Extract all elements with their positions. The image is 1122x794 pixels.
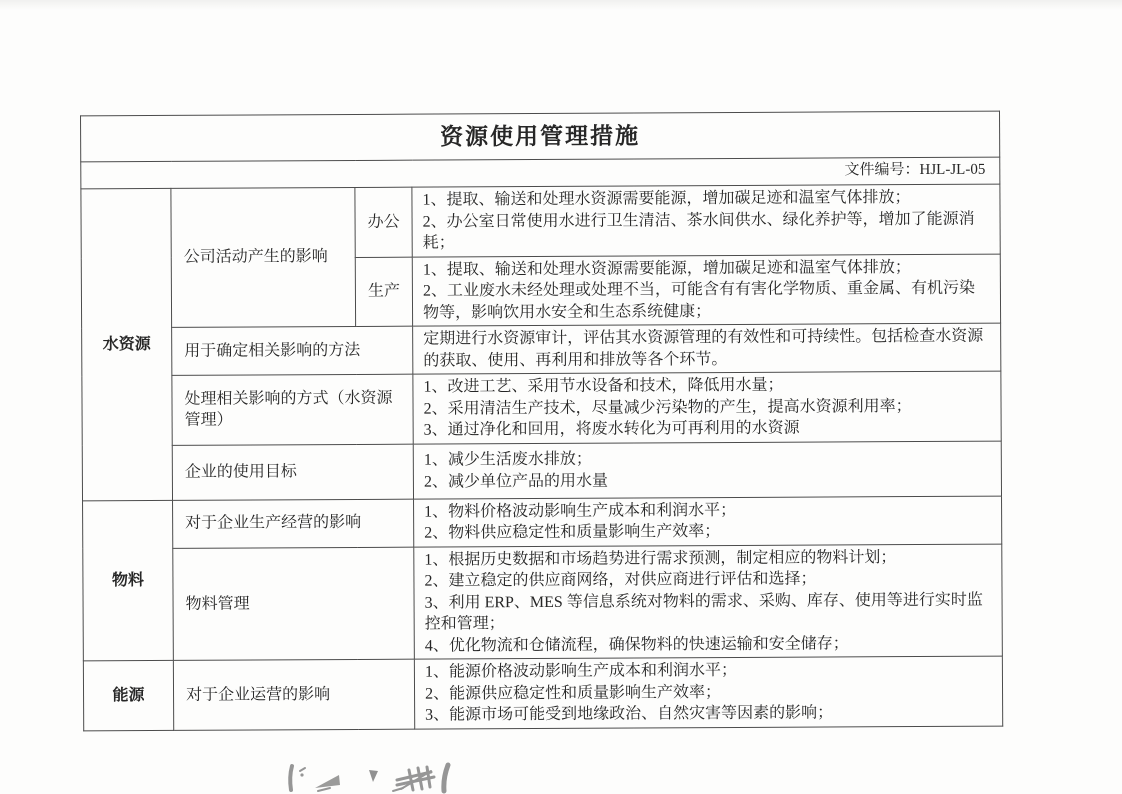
row-label-materials-management: 物料管理 [173, 547, 415, 661]
doc-number: 文件编号：HJL-JL-05 [81, 157, 1000, 189]
content-cell-materials-management [414, 544, 1003, 660]
content-line: 2、减少单位产品的用水量 [423, 472, 608, 491]
document-title: 资源使用管理措施 [81, 111, 1000, 162]
row-label-usage-targets: 企业的使用目标 [172, 444, 413, 500]
row-label-energy-operations-impact: 对于企业运营的影响 [173, 659, 414, 730]
content-line: 2、工业废水未经处理或处理不当，可能含有有害化学物质、重金属、有机污染物等，影响饮用水安全和生态系统健康； [422, 279, 975, 322]
category-materials: 物料 [83, 500, 174, 661]
scanner-edge-shadow [0, 0, 1122, 10]
content-line: 1、物料价格波动影响生产成本和利润水平； [424, 501, 737, 521]
content-line: 1、减少生活废水排放； [423, 450, 592, 469]
content-line: 1、能源价格波动影响生产成本和利润水平； [424, 661, 737, 681]
content-line: 2、采用清洁生产技术，尽量减少污染物的产生，提高水资源利用率； [423, 397, 912, 418]
content-line: 3、利用 ERP、MES 等信息系统对物料的需求、采购、库存、使用等进行实时监控和管理； [424, 591, 983, 633]
content-cell-office-impact [412, 184, 1000, 257]
content-line: 1、提取、输送和处理水资源需要能源，增加碳足迹和温室气体排放； [422, 189, 911, 209]
sub-label-production: 生产 [355, 257, 412, 327]
category-water-resources: 水资源 [81, 188, 173, 500]
document-table [80, 111, 1002, 731]
row-label-company-activity-impact: 公司活动产生的影响 [171, 187, 356, 327]
content-line: 2、物料供应稳定性和质量影响生产效率； [424, 523, 721, 542]
content-line: 1、改进工艺、采用节水设备和技术，降低用水量； [423, 376, 784, 396]
row-label-impact-handling-method: 处理相关影响的方式（水资源管理） [172, 374, 413, 445]
content-cell-production-impact [412, 254, 1000, 327]
content-line: 2、建立稳定的供应商网络，对供应商进行评估和选择； [424, 570, 817, 590]
row-label-materials-business-impact: 对于企业生产经营的影响 [173, 499, 414, 548]
content-line: 3、通过净化和回用，将废水转化为可再利用的水资源 [423, 419, 800, 439]
content-cell-handling-method [413, 371, 1001, 444]
handwriting-artifact [285, 762, 465, 794]
resource-management-table [80, 111, 1003, 731]
content-line: 定期进行水资源审计，评估其水资源管理的有效性和可持续性。包括检查水资源的获取、使用、再利用和排放等各个环节。 [423, 327, 984, 370]
sub-label-office: 办公 [355, 187, 412, 257]
content-line: 4、优化物流和仓储流程，确保物料的快速运输和安全储存； [424, 634, 849, 655]
content-line: 2、能源供应稳定性和质量影响生产效率； [424, 683, 722, 703]
content-line: 1、提取、输送和处理水资源需要能源，增加碳足迹和温室气体排放； [422, 258, 911, 279]
content-line: 2、办公室日常使用水进行卫生清洁、茶水间供水、绿化养护等，增加了能源消耗； [422, 210, 975, 252]
content-line: 3、能源市场可能受到地缘政治、自然灾害等因素的影响； [425, 704, 834, 724]
content-line: 1、根据历史数据和市场趋势进行需求预测，制定相应的物料计划； [424, 548, 897, 569]
content-cell-determination-method [413, 323, 1001, 374]
content-cell-energy-impact [414, 656, 1002, 729]
content-cell-materials-impact [414, 496, 1002, 547]
row-label-impact-determination-method: 用于确定相关影响的方法 [172, 326, 413, 375]
content-cell-usage-targets [413, 441, 1001, 499]
category-energy: 能源 [83, 660, 173, 730]
